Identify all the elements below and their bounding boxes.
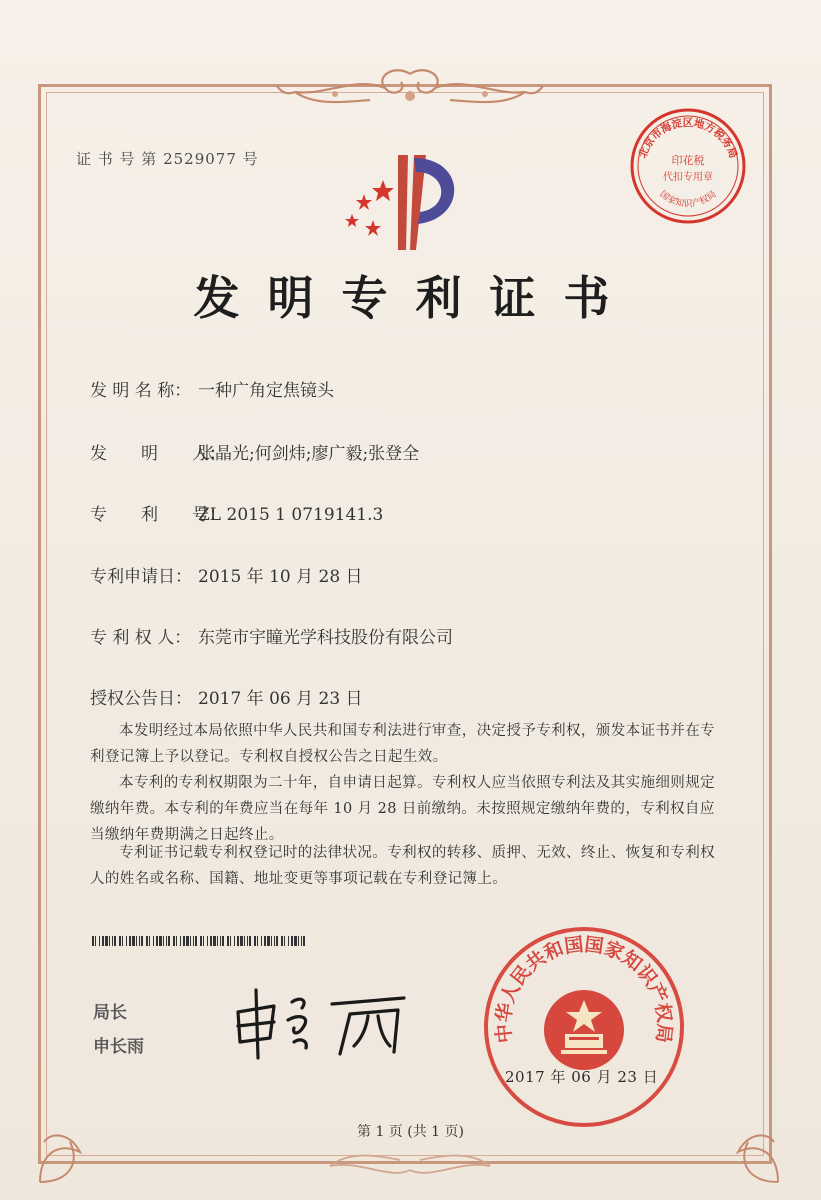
- field-label: 专 利 号：: [90, 505, 226, 525]
- barcode-bar: [195, 936, 197, 946]
- barcode-bar: [114, 936, 116, 946]
- field-inventors: [90, 439, 419, 464]
- barcode-bar: [220, 936, 221, 946]
- bottom-ornament-decoration: [290, 1140, 530, 1180]
- top-ornament-decoration: [275, 66, 545, 116]
- barcode-bar: [301, 936, 302, 946]
- barcode-bar: [180, 936, 181, 946]
- field-label: 授权公告日：: [90, 689, 192, 709]
- barcode-bar: [102, 936, 104, 946]
- barcode-bar: [288, 936, 289, 946]
- barcode-bar: [217, 936, 218, 946]
- field-label: 发 明 人：: [90, 444, 226, 464]
- barcode-bar: [95, 936, 96, 946]
- barcode-bar: [122, 936, 123, 946]
- field-value: 张晶光;何剑炜;廖广毅;张登全: [198, 444, 420, 464]
- barcode-bar: [237, 936, 239, 946]
- barcode-bar: [274, 936, 275, 946]
- director-signature: [228, 982, 418, 1062]
- barcode-bar: [234, 936, 235, 946]
- field-value: 2017 年 06 月 23 日: [198, 689, 363, 709]
- seal-date: 2017 年 06 月 23 日: [505, 1068, 659, 1086]
- barcode-bar: [247, 936, 248, 946]
- small-seal-inner-text: 印花税: [671, 154, 705, 167]
- barcode-bar: [136, 936, 137, 946]
- barcode-bar: [146, 936, 148, 946]
- barcode-bar: [303, 936, 305, 946]
- certificate-title: 发明专利证书: [193, 271, 638, 325]
- barcode-bar: [271, 936, 272, 946]
- field-patent-number: [90, 500, 383, 525]
- barcode-bar: [105, 936, 108, 946]
- field-value: 东莞市宇瞳光学科技股份有限公司: [198, 628, 453, 648]
- barcode-bar: [227, 936, 229, 946]
- page-number: 第 1 页 (共 1 页): [357, 1124, 464, 1140]
- barcode-bar: [173, 936, 175, 946]
- barcode-bar: [183, 936, 185, 946]
- barcode-bar: [163, 936, 164, 946]
- barcode-bar: [112, 936, 113, 946]
- barcode-bar: [276, 936, 278, 946]
- barcode-bar: [240, 936, 243, 946]
- barcode-bar: [92, 936, 94, 946]
- barcode-bar: [230, 936, 231, 946]
- barcode-bar: [129, 936, 131, 946]
- barcode-bar: [210, 936, 212, 946]
- barcode: [92, 936, 306, 946]
- barcode-bar: [141, 936, 143, 946]
- barcode-bar: [186, 936, 189, 946]
- barcode-bar: [213, 936, 216, 946]
- barcode-bar: [166, 936, 167, 946]
- svg-text:代扣专用章: 代扣专用章: [663, 172, 713, 183]
- paragraph-grant-statement: 本发明经过本局依照中华人民共和国专利法进行审查，决定授予专利权，颁发本证书并在专利登记簿上予以登记。专利权自授权公告之日起生效。: [90, 723, 715, 765]
- field-value: ZL 2015 1 0719141.3: [198, 505, 384, 525]
- barcode-bar: [291, 936, 293, 946]
- barcode-bar: [200, 936, 202, 946]
- patent-office-logo: [338, 150, 468, 260]
- barcode-bar: [264, 936, 266, 946]
- barcode-bar: [267, 936, 270, 946]
- barcode-bar: [249, 936, 251, 946]
- field-value: 一种广角定焦镜头: [198, 381, 334, 401]
- barcode-bar: [159, 936, 162, 946]
- field-label: 专利申请日：: [90, 567, 192, 587]
- barcode-bar: [281, 936, 283, 946]
- barcode-bar: [222, 936, 224, 946]
- barcode-bar: [203, 936, 204, 946]
- barcode-bar: [132, 936, 135, 946]
- barcode-bar: [119, 936, 121, 946]
- barcode-bar: [153, 936, 154, 946]
- barcode-bar: [261, 936, 262, 946]
- field-application-date: [90, 562, 363, 587]
- barcode-bar: [254, 936, 256, 946]
- paragraph-term-statement: 本专利的专利权期限为二十年，自申请日起算。专利权人应当依照专利法及其实施细则规定缴纳年费。本专利的年费应当在每年 10 月 28 日前缴纳。未按照规定缴纳年费的，专利权自应当缴纳年费期满之日起终止。: [90, 775, 715, 843]
- barcode-bar: [168, 936, 170, 946]
- barcode-bar: [139, 936, 140, 946]
- barcode-bar: [284, 936, 285, 946]
- barcode-bar: [298, 936, 299, 946]
- director-name: 申长雨: [93, 1037, 144, 1057]
- barcode-bar: [149, 936, 150, 946]
- svg-text:国家知识产权局: 国家知识产权局: [657, 189, 719, 210]
- field-invention-name: [90, 376, 334, 401]
- barcode-bar: [257, 936, 258, 946]
- tax-seal-stamp: [628, 106, 748, 226]
- field-patentee: [90, 623, 453, 648]
- national-ip-office-seal: [483, 926, 685, 1128]
- paragraph-legal-status: 专利证书记载专利权登记时的法律状况。专利权的转移、质押、无效、终止、恢复和专利权人的姓名或名称、国籍、地址变更等事项记载在专利登记簿上。: [90, 845, 715, 887]
- barcode-bar: [190, 936, 191, 946]
- barcode-bar: [176, 936, 177, 946]
- barcode-bar: [156, 936, 158, 946]
- svg-text:北京市海淀区地方税务局: 北京市海淀区地方税务局: [636, 117, 740, 160]
- field-value: 2015 年 10 月 28 日: [198, 567, 363, 587]
- director-title: 局长: [93, 1003, 127, 1023]
- barcode-bar: [193, 936, 194, 946]
- barcode-bar: [207, 936, 208, 946]
- barcode-bar: [294, 936, 297, 946]
- field-label: 专 利 权 人：: [90, 628, 192, 648]
- barcode-bar: [126, 936, 127, 946]
- barcode-bar: [99, 936, 100, 946]
- svg-text:中华人民共和国国家知识产权局: 中华人民共和国国家知识产权局: [492, 933, 676, 1044]
- barcode-bar: [244, 936, 245, 946]
- field-grant-date: [90, 684, 363, 709]
- barcode-bar: [109, 936, 110, 946]
- field-label: 发 明 名 称：: [90, 381, 192, 401]
- certificate-number: 证 书 号 第 2529077 号: [76, 150, 259, 168]
